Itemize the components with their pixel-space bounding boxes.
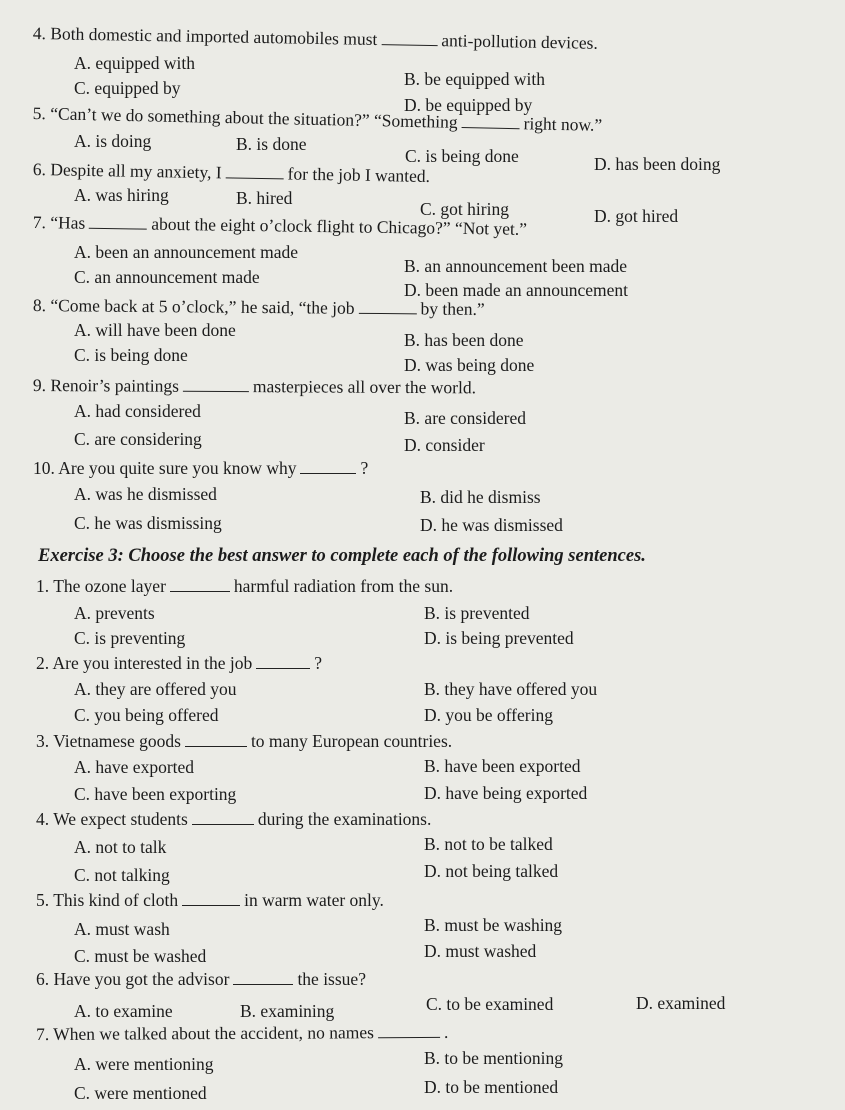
option-d: D. have being exported [424, 783, 588, 803]
question-number: 10. [33, 458, 55, 478]
exercise3-question-7 [36, 1021, 448, 1045]
option-a: A. have exported [74, 757, 195, 777]
option-a: A. must wash [74, 919, 170, 939]
option-b: B. did he dismiss [420, 487, 541, 507]
option-d: D. was being done [404, 355, 535, 375]
answer-blank [256, 654, 310, 669]
option-b: B. to be mentioning [424, 1048, 564, 1068]
exercise3-question-3 [36, 730, 452, 752]
question-number: 7. [36, 1023, 50, 1044]
option-d: D. he was dismissed [420, 515, 563, 535]
question-number: 4. [32, 22, 47, 44]
option-b: B. has been done [404, 330, 524, 350]
option-a: A. will have been done [74, 320, 236, 340]
answer-blank [185, 732, 247, 747]
question-number: 5. [32, 102, 47, 124]
question-text-end: the issue? [297, 969, 366, 989]
option-c: C. he was dismissing [74, 513, 222, 533]
option-c: C. have been exporting [74, 784, 237, 804]
question-text-end: anti-pollution devices. [441, 30, 599, 53]
answer-blank [378, 1023, 440, 1038]
option-c: C. are considering [74, 429, 202, 449]
question-text-end: by then.” [420, 298, 485, 319]
exercise3-question-6 [36, 968, 366, 990]
answer-blank [192, 810, 254, 825]
question-text-start: Vietnamese goods [53, 731, 181, 751]
option-c: C. equipped by [74, 78, 181, 98]
question-text-start: “Has [50, 212, 86, 233]
option-a: A. prevents [74, 603, 155, 623]
option-a: A. is doing [74, 131, 152, 151]
option-b: B. is done [236, 134, 307, 154]
option-c: C. is being done [405, 146, 519, 166]
exercise3-question-2 [36, 652, 322, 674]
option-d: D. consider [404, 435, 485, 455]
answer-blank [226, 163, 284, 179]
option-d: D. be equipped by [404, 95, 533, 115]
question-text-end: right now.” [523, 113, 603, 135]
question-number: 7. [32, 211, 47, 233]
exercise-heading: Exercise 3: Choose the best answer to complete each of the following sentences. [38, 546, 646, 566]
option-a: A. had considered [74, 401, 201, 421]
option-d: D. been made an announcement [404, 280, 629, 300]
option-c: C. an announcement made [74, 267, 260, 287]
question-text-start: When we talked about the accident, no names [53, 1022, 375, 1044]
question-text-start: Renoir’s paintings [50, 375, 179, 396]
option-d: D. is being prevented [424, 628, 574, 648]
option-c: C. is preventing [74, 628, 186, 648]
option-d: D. you be offering [424, 705, 553, 725]
option-a: A. not to talk [74, 837, 167, 857]
answer-blank [183, 377, 249, 392]
answer-blank [462, 113, 520, 129]
option-c: C. to be examined [426, 994, 554, 1014]
option-a: A. were mentioning [74, 1054, 214, 1074]
question-text-start: We expect students [53, 809, 188, 829]
option-b: B. not to be talked [424, 834, 553, 854]
exercise3-question-1 [36, 575, 453, 597]
option-c: C. you being offered [74, 705, 219, 725]
option-a: A. to examine [74, 1001, 173, 1021]
option-a: A. they are offered you [74, 679, 237, 699]
question-text-start: “Come back at 5 o’clock,” he said, “the job [50, 295, 355, 318]
option-d: D. to be mentioned [424, 1077, 559, 1097]
question-8 [33, 294, 485, 320]
answer-blank [170, 577, 230, 592]
question-text-start: Have you got the advisor [53, 969, 230, 989]
option-a: A. was hiring [74, 185, 169, 205]
question-text-end: about the eight o’clock flight to Chicago?” “Not yet.” [151, 213, 528, 239]
question-10 [33, 457, 368, 479]
option-b: B. have been exported [424, 756, 581, 776]
question-text-end: during the examinations. [257, 809, 432, 829]
answer-blank [359, 299, 417, 315]
option-b: B. is prevented [424, 603, 530, 623]
question-text-end: masterpieces all over the world. [252, 376, 477, 398]
question-text-end: . [443, 1021, 449, 1042]
question-number: 2. [36, 653, 50, 673]
option-a: A. equipped with [74, 53, 196, 73]
question-text-end: in warm water only. [244, 890, 384, 910]
option-c: C. got hiring [420, 199, 509, 219]
answer-blank [381, 30, 437, 46]
option-d: D. has been doing [594, 154, 721, 174]
question-6 [33, 158, 431, 187]
answer-blank [89, 214, 147, 230]
option-d: D. examined [636, 993, 726, 1013]
question-text-end: ? [360, 458, 369, 478]
option-b: B. must be washing [424, 915, 563, 935]
exercise3-question-4 [36, 808, 431, 830]
exercise3-question-5 [36, 889, 384, 911]
option-b: B. be equipped with [404, 69, 545, 89]
question-number: 5. [36, 890, 50, 910]
question-text-start: “Can’t we do something about the situation?” “Something [50, 103, 458, 132]
option-d: D. got hired [594, 206, 679, 226]
question-text-start: Are you interested in the job [52, 653, 253, 673]
question-text-end: to many European countries. [250, 731, 453, 751]
answer-blank [300, 459, 356, 474]
question-number: 6. [36, 969, 50, 989]
option-b: B. hired [236, 188, 293, 208]
option-b: B. examining [240, 1001, 335, 1021]
option-c: C. is being done [74, 345, 188, 365]
question-4 [33, 22, 598, 54]
question-text-start: Are you quite sure you know why [58, 458, 297, 478]
question-text-start: Both domestic and imported automobiles must [50, 23, 378, 50]
question-text-end: for the job I wanted. [287, 163, 431, 186]
question-text-start: Despite all my anxiety, I [50, 159, 222, 183]
answer-blank [233, 970, 293, 985]
question-9 [33, 374, 476, 398]
question-number: 4. [36, 809, 50, 829]
question-number: 3. [36, 731, 50, 751]
option-d: D. must washed [424, 941, 537, 961]
question-text-end: harmful radiation from the sun. [233, 576, 454, 596]
question-text-start: The ozone layer [53, 576, 166, 596]
option-b: B. an announcement been made [404, 256, 628, 276]
question-text-start: This kind of cloth [53, 890, 179, 910]
question-text-end: ? [314, 653, 323, 673]
option-c: C. were mentioned [74, 1083, 207, 1103]
option-b: B. are considered [404, 408, 526, 428]
option-b: B. they have offered you [424, 679, 598, 699]
question-number: 6. [32, 158, 47, 180]
option-c: C. not talking [74, 865, 170, 885]
question-number: 9. [32, 375, 47, 396]
answer-blank [182, 891, 240, 906]
option-d: D. not being talked [424, 861, 559, 881]
option-a: A. was he dismissed [74, 484, 217, 504]
option-a: A. been an announcement made [74, 242, 299, 262]
option-c: C. must be washed [74, 946, 207, 966]
question-number: 1. [36, 576, 50, 596]
question-number: 8. [32, 294, 47, 316]
